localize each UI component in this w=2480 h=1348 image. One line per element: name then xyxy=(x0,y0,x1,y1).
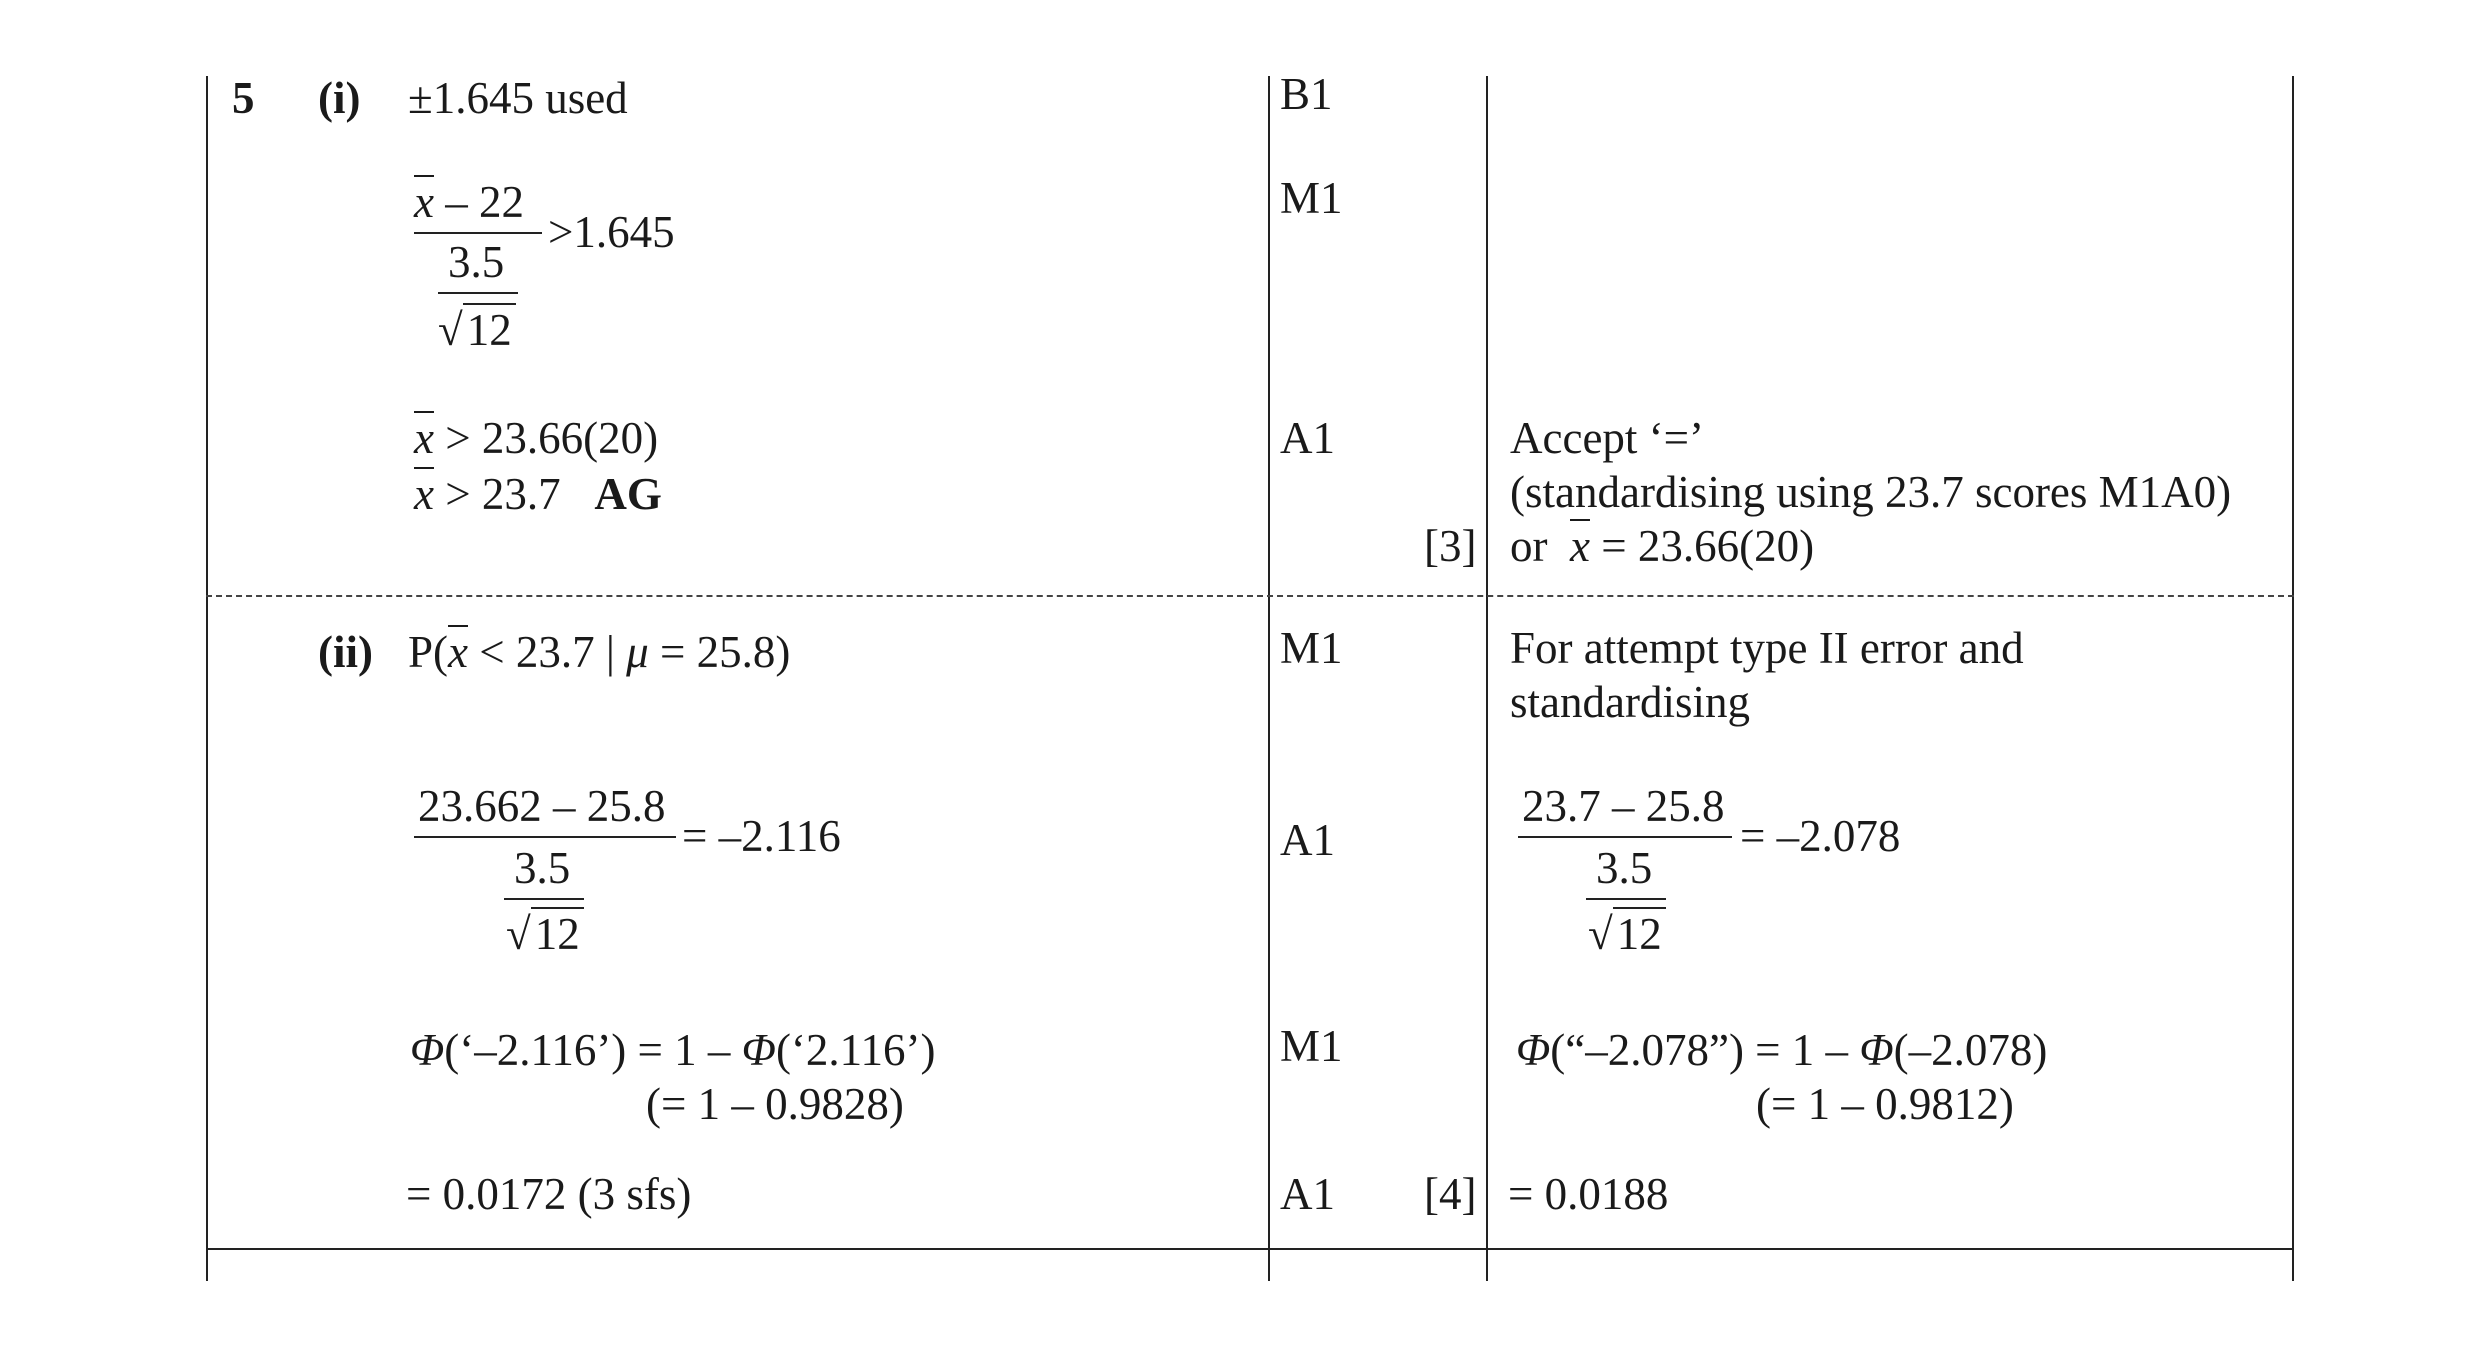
part-i-result2 xyxy=(414,468,662,520)
part-i-guidance-2: (standardising using 23.7 scores M1A0) xyxy=(1510,467,2232,517)
xbar-var: $\overline{x}$ xyxy=(448,627,468,677)
sqrt-12: √12 xyxy=(438,304,516,356)
part-separator xyxy=(206,595,2294,597)
sqrt-12: √12 xyxy=(1588,908,1666,960)
part-ii-denominator-top: 3.5 xyxy=(514,843,571,893)
phi-symbol: Φ xyxy=(741,1025,776,1075)
phi-alt-text-a: (“–2.078”) = 1 – xyxy=(1550,1025,1860,1075)
ag-tag: AG xyxy=(594,469,662,519)
part-ii-alt-fraction-relation: = –2.078 xyxy=(1740,811,1901,861)
part-ii-alt-fraction-numerator: 23.7 – 25.8 xyxy=(1522,781,1725,831)
part-ii-alt-denominator-top: 3.5 xyxy=(1596,843,1653,893)
sub-fraction-bar xyxy=(1586,898,1666,900)
sub-fraction-bar xyxy=(438,292,518,294)
part-ii-label: (ii) xyxy=(318,627,373,677)
fraction-bar xyxy=(414,836,676,838)
part-i-label: (i) xyxy=(318,73,361,123)
part-i-total: [3] xyxy=(1424,521,1477,571)
part-ii-alt-phi-line2: (= 1 – 0.9812) xyxy=(1756,1079,2014,1129)
part-ii-alt-answer: = 0.0188 xyxy=(1508,1169,1669,1219)
part-i-frac-mark: M1 xyxy=(1280,173,1343,223)
sub-fraction-bar xyxy=(504,898,584,900)
part-ii-answer: = 0.0172 (3 sfs) xyxy=(406,1169,692,1219)
phi-text-b: (‘2.116’) xyxy=(775,1025,936,1075)
part-ii-prob-mark: M1 xyxy=(1280,623,1343,673)
part-ii-answer-mark: A1 xyxy=(1280,1169,1335,1219)
part-ii-phi-mark: M1 xyxy=(1280,1021,1343,1071)
table-divider-guidance xyxy=(1486,76,1488,1281)
prob-post: = 25.8) xyxy=(648,627,791,677)
prob-pre: P( xyxy=(408,627,449,677)
part-ii-phi-line2: (= 1 – 0.9828) xyxy=(646,1079,904,1129)
mu-symbol: μ xyxy=(626,627,649,677)
denominator-top: 3.5 xyxy=(448,237,505,287)
part-i-result-mark: A1 xyxy=(1280,413,1335,463)
fraction-relation: >1.645 xyxy=(548,207,675,257)
part-i-fraction xyxy=(414,176,524,228)
fraction-bar xyxy=(414,232,542,234)
sqrt-12: √12 xyxy=(506,908,584,960)
result2-text: > 23.7 xyxy=(433,469,595,519)
phi-text-a: (‘–2.116’) = 1 – xyxy=(444,1025,742,1075)
part-i-guidance-3 xyxy=(1510,520,1814,572)
guidance-value: = 23.66(20) xyxy=(1589,521,1815,571)
part-i-line1-mark: B1 xyxy=(1280,69,1333,119)
part-ii-alt-phi-line1 xyxy=(1516,1024,2047,1076)
part-i-line1: ±1.645 used xyxy=(408,73,628,123)
xbar-var: $\overline{x}$ xyxy=(414,413,434,463)
phi-alt-text-b: (–2.078) xyxy=(1893,1025,2048,1075)
part-ii-probability xyxy=(408,626,790,678)
numerator-rest: – 22 xyxy=(433,177,524,227)
part-ii-guidance-2: standardising xyxy=(1510,677,1750,727)
xbar-var: $\overline{x}$ xyxy=(414,177,434,227)
part-ii-fraction-relation: = –2.116 xyxy=(682,811,841,861)
fraction-bar xyxy=(1518,836,1732,838)
radicand: 12 xyxy=(531,907,584,959)
part-ii-total: [4] xyxy=(1424,1169,1477,1219)
table-border-left xyxy=(206,76,208,1281)
table-divider-mark xyxy=(1268,76,1270,1281)
xbar-var: $\overline{x}$ xyxy=(1570,521,1590,571)
guidance-or: or xyxy=(1510,521,1570,571)
phi-symbol: Φ xyxy=(1859,1025,1894,1075)
part-ii-guidance-1: For attempt type II error and xyxy=(1510,623,2024,673)
part-ii-fraction-numerator: 23.662 – 25.8 xyxy=(418,781,666,831)
prob-mid: < 23.7 | xyxy=(468,627,627,677)
question-number: 5 xyxy=(232,73,255,123)
part-i-result1 xyxy=(414,412,658,464)
radicand: 12 xyxy=(463,303,516,355)
xbar-var: $\overline{x}$ xyxy=(414,469,434,519)
part-ii-frac-mark: A1 xyxy=(1280,815,1335,865)
table-border-right xyxy=(2292,76,2294,1281)
part-i-guidance-1: Accept ‘=’ xyxy=(1510,413,1705,463)
radicand: 12 xyxy=(1613,907,1666,959)
result1-text: > 23.66(20) xyxy=(433,413,659,463)
table-border-bottom xyxy=(206,1248,2294,1250)
phi-symbol: Φ xyxy=(410,1025,445,1075)
part-ii-phi-line1 xyxy=(410,1024,935,1076)
phi-symbol: Φ xyxy=(1516,1025,1551,1075)
